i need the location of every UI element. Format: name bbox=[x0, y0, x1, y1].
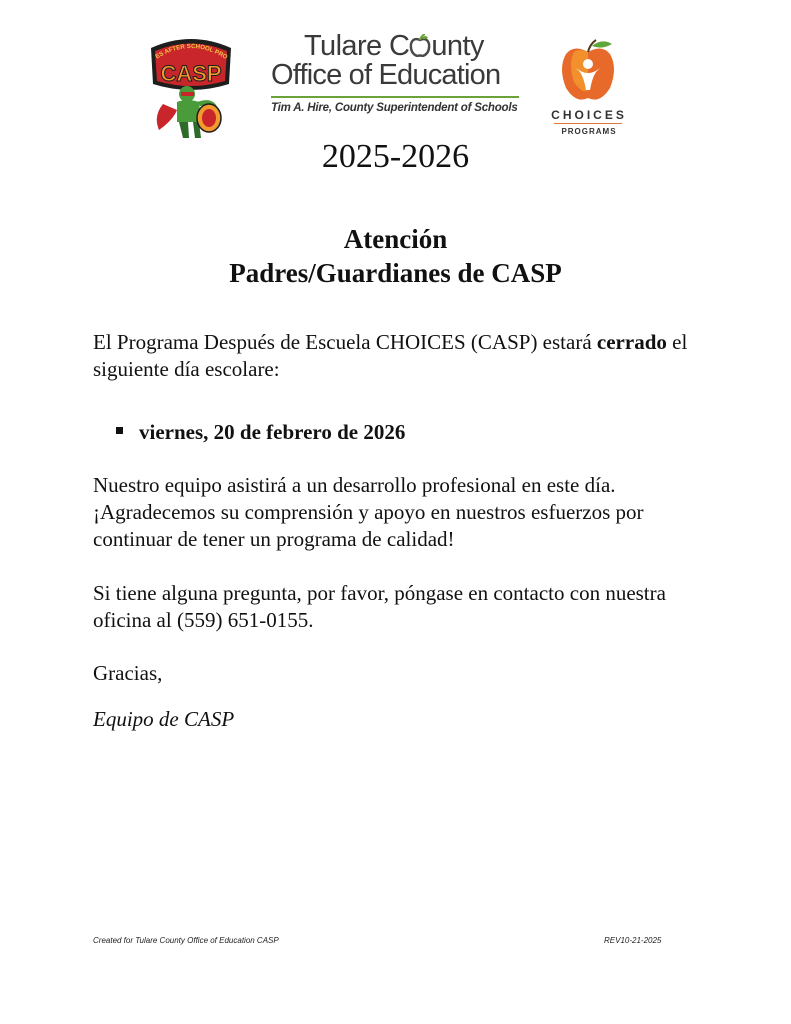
bullet-square-icon bbox=[116, 427, 123, 434]
choices-logo-word: CHOICES bbox=[551, 108, 627, 122]
tcoe-logo bbox=[268, 30, 523, 122]
heading-attention: Atención bbox=[343, 224, 448, 254]
footer-credit: Created for Tulare County Office of Education CASP bbox=[93, 936, 279, 945]
choices-logo bbox=[538, 38, 638, 142]
heading-audience: Padres/Guardianes de CASP bbox=[229, 258, 562, 288]
choices-apple-icon bbox=[538, 38, 638, 108]
professional-development-note: Nuestro equipo asistirá a un desarrollo profesional en este día. ¡Agradecemos su comprensión y apoyo en nuestros esfuerzos por continuar de tener un programa de calidad! bbox=[93, 473, 644, 551]
tcoe-superintendent: Tim A. Hire, County Superintendent of Schools bbox=[271, 102, 518, 114]
closed-emphasis: cerrado bbox=[596, 330, 667, 354]
tcoe-name-line2: Office of Education bbox=[271, 59, 501, 91]
casp-logo bbox=[143, 34, 239, 142]
tcoe-divider bbox=[271, 96, 519, 98]
closure-date-item bbox=[116, 420, 405, 445]
choices-divider bbox=[554, 123, 622, 124]
choices-logo-sub: PROGRAMS bbox=[561, 127, 617, 136]
apple-icon bbox=[409, 32, 431, 55]
closure-intro: El Programa Después de Escuela CHOICES (CASP) estará cerrado el siguiente día escolare: bbox=[93, 330, 688, 381]
casp-logo-name: CASP bbox=[160, 61, 222, 86]
contact-paragraph: Si tiene alguna pregunta, por favor, póngase en contacto con nuestra oficina al (559) 651-0155. bbox=[93, 581, 666, 632]
signature: Equipo de CASP bbox=[93, 707, 235, 731]
casp-arc-text: ES AFTER SCHOOL PRO bbox=[154, 42, 229, 62]
footer-revision: REV10-21-2025 bbox=[604, 936, 662, 945]
tcoe-name-line1: Tulare C unty bbox=[304, 30, 484, 62]
closure-date: viernes, 20 de febrero de 2026 bbox=[139, 420, 406, 444]
school-year: 2025-2026 bbox=[321, 138, 470, 175]
closing-thanks: Gracias, bbox=[93, 661, 163, 685]
